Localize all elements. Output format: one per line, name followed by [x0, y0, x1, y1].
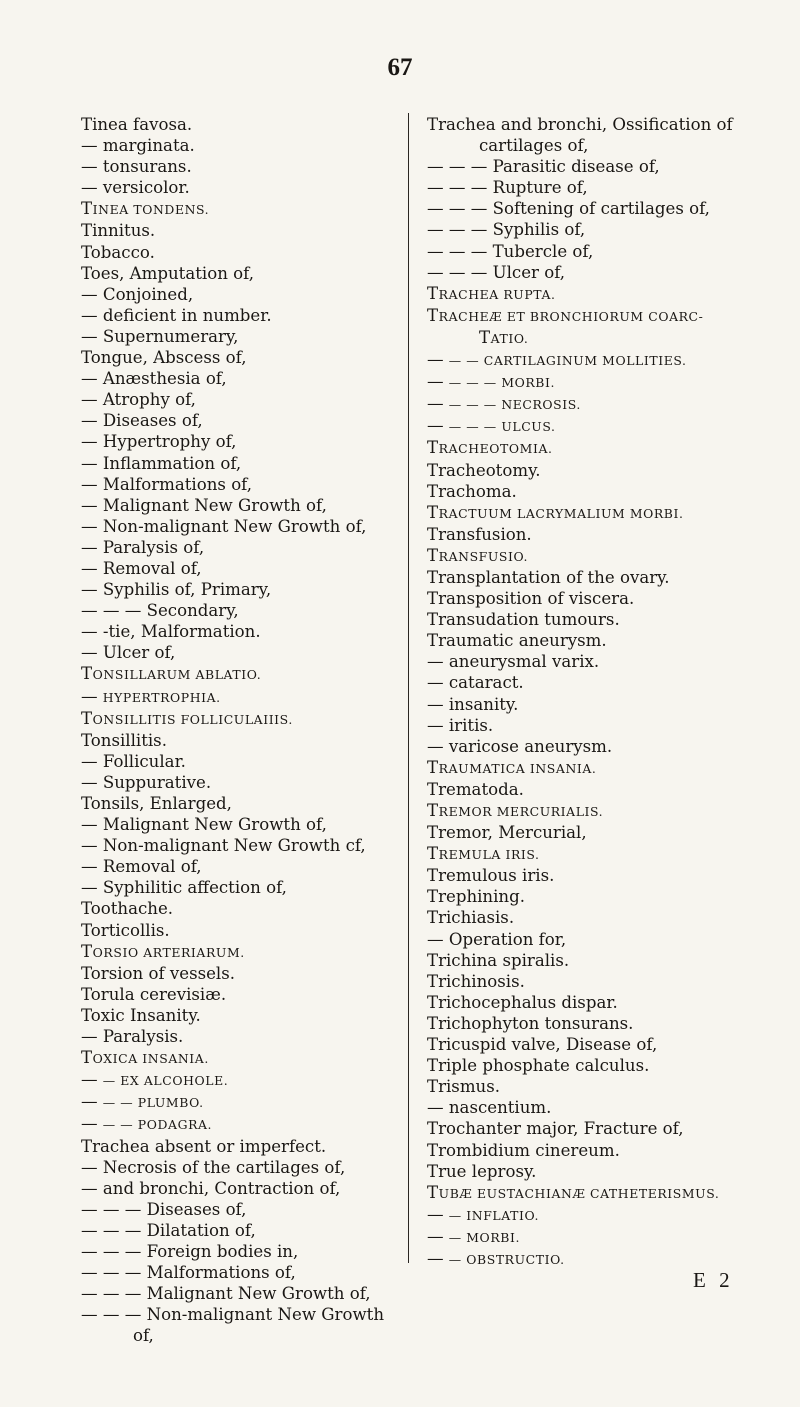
index-entry: — and bronchi, Contraction of,	[81, 1178, 341, 1198]
index-entry: Trismus.	[427, 1077, 501, 1097]
index-entry: — iritis.	[427, 715, 494, 735]
index-entry: Tobacco.	[81, 242, 155, 262]
index-entry: — Syphilis of, Primary,	[81, 580, 272, 600]
index-entry: TUBÆ EUSTACHIANÆ CATHETERISMUS.	[427, 1182, 720, 1202]
index-entry: — versicolor.	[81, 178, 190, 198]
index-column-right	[427, 114, 772, 1270]
index-entry: — insanity.	[427, 694, 519, 714]
signature-mark: E 2	[693, 1268, 734, 1292]
column-divider	[408, 113, 409, 1263]
index-entry: Trochanter major, Fracture of,	[427, 1119, 684, 1139]
index-entry: — — — Diseases of,	[81, 1199, 247, 1219]
index-entry: Trombidium cinereum.	[427, 1140, 620, 1160]
index-entry: — nascentium.	[427, 1098, 552, 1118]
index-entry: — — — CARTILAGINUM MOLLITIES.	[427, 350, 687, 370]
index-entry: Trichocephalus dispar.	[427, 992, 618, 1012]
index-entry: Triple phosphate calculus.	[427, 1056, 650, 1076]
index-entry: — varicose aneurysm.	[427, 736, 613, 756]
index-entry: — — — Ulcer of,	[427, 262, 566, 282]
index-entry: — Operation for,	[427, 929, 567, 949]
index-entry: TREMOR MERCURIALIS.	[427, 801, 604, 820]
index-entry: — Removal of,	[81, 857, 202, 877]
index-entry: — Ulcer of,	[81, 643, 176, 663]
index-entry: — — — Rupture of,	[427, 178, 588, 198]
index-entry: — HYPERTROPHIA.	[81, 686, 221, 706]
index-entry: True leprosy.	[427, 1161, 537, 1181]
index-entry: Trichiasis.	[427, 908, 515, 928]
index-entry: — — — Malignant New Growth of,	[81, 1284, 371, 1304]
index-entry: — — — PODAGRA.	[81, 1114, 213, 1134]
index-entry: Trephining.	[427, 887, 526, 907]
index-entry: Tonsils, Enlarged,	[81, 794, 232, 813]
index-entry: Toxic Insanity.	[81, 1005, 201, 1025]
index-entry: — cataract.	[427, 673, 524, 693]
index-entry: TRACHEÆ ET BRONCHIORUM COARC-	[427, 305, 704, 325]
index-entry: TREMULA IRIS.	[427, 844, 540, 864]
index-entry: — Paralysis of,	[81, 537, 205, 557]
index-entry: — — — Secondary,	[81, 601, 239, 621]
index-entry: — Necrosis of the cartilages of,	[81, 1157, 346, 1177]
index-entry: TATIO.	[479, 327, 529, 347]
index-entry: — Atrophy of,	[81, 390, 196, 410]
index-entry: Trachea and bronchi, Ossification of	[427, 115, 733, 134]
index-entry: — — — — ULCUS.	[427, 416, 556, 436]
index-entry: — — — Softening of cartilages of,	[427, 199, 710, 219]
index-column-left	[81, 114, 401, 1346]
index-entry: TONSILLARUM ABLATIO.	[81, 664, 262, 684]
index-entry: — — — Malformations of,	[81, 1263, 296, 1283]
index-entry: Transplantation of the ovary.	[427, 567, 670, 587]
index-entry: Traumatic aneurysm.	[427, 631, 607, 651]
index-entry: Toes, Amputation of,	[81, 263, 254, 283]
index-entry: — — — Tubercle of,	[427, 241, 594, 261]
index-entry: TOXICA INSANIA.	[81, 1048, 209, 1068]
index-entry: — — INFLATIO.	[427, 1204, 540, 1224]
index-entry: Tremor, Mercurial,	[427, 823, 587, 843]
index-entry: Trematoda.	[427, 779, 524, 799]
index-entry: — — — Dilatation of,	[81, 1220, 256, 1240]
index-entry: — Syphilitic affection of,	[81, 878, 287, 898]
index-entry: — tonsurans.	[81, 157, 192, 177]
index-entry: — — EX ALCOHOLE.	[81, 1070, 229, 1090]
index-entry: — Removal of,	[81, 558, 202, 578]
index-entry: Tongue, Abscess of,	[81, 348, 247, 368]
index-entry: — Non-malignant New Growth of,	[81, 516, 367, 536]
index-entry: Torsion of vessels.	[81, 963, 236, 983]
index-entry: — marginata.	[81, 136, 195, 156]
page-number: 67	[387, 54, 413, 81]
index-entry: Tonsillitis.	[81, 730, 167, 750]
index-entry: Trachea absent or imperfect.	[81, 1136, 327, 1156]
index-entry: Tinea favosa.	[81, 115, 193, 134]
index-entry: TORSIO ARTERIARUM.	[81, 941, 245, 961]
index-entry: — — — Parasitic disease of,	[427, 157, 660, 177]
index-entry: — deficient in number.	[81, 305, 272, 325]
index-entry: — — — Non-malignant New Growth	[81, 1305, 385, 1325]
index-entry: Tricuspid valve, Disease of,	[427, 1035, 658, 1055]
index-entry: — Diseases of,	[81, 411, 203, 431]
index-entry: TRACTUUM LACRYMALIUM MORBI.	[427, 502, 684, 522]
index-entry: Torticollis.	[81, 920, 170, 940]
index-entry: — — — — NECROSIS.	[427, 394, 581, 414]
index-entry: — Conjoined,	[81, 284, 194, 304]
index-entry: — Follicular.	[81, 751, 186, 771]
index-entry: — — — — MORBI.	[427, 372, 556, 392]
index-entry: Tinnitus.	[81, 221, 156, 241]
index-entry: Tracheotomy.	[427, 460, 541, 480]
index-entry: Trichinosis.	[427, 971, 525, 991]
index-entry: TRACHEOTOMIA.	[427, 438, 553, 458]
index-entry: cartilages of,	[479, 136, 589, 156]
index-entry: Transudation tumours.	[427, 610, 620, 630]
index-entry: — Malignant New Growth of,	[81, 815, 327, 835]
index-entry: — Suppurative.	[81, 772, 212, 792]
index-entry: — — — Foreign bodies in,	[81, 1241, 299, 1261]
index-entry: — Hypertrophy of,	[81, 432, 237, 452]
index-entry: — Inflammation of,	[81, 453, 242, 473]
index-entry: Torula cerevisiæ.	[81, 984, 227, 1004]
index-entry: — Paralysis.	[81, 1027, 184, 1047]
index-entry: Toothache.	[81, 899, 174, 919]
index-entry: — aneurysmal varix.	[427, 652, 600, 672]
index-entry: Tremulous iris.	[427, 866, 555, 886]
index-entry: — — OBSTRUCTIO.	[427, 1248, 565, 1268]
index-entry: of,	[133, 1326, 154, 1346]
index-entry: — — MORBI.	[427, 1226, 520, 1246]
index-entry: TONSILLITIS FOLLICULAIIIS.	[81, 708, 293, 728]
index-entry: TRACHEA RUPTA.	[427, 283, 556, 303]
index-entry: TRAUMATICA INSANIA.	[427, 757, 597, 777]
index-entry: — -tie, Malformation.	[81, 622, 261, 642]
index-entry: Trichophyton tonsurans.	[427, 1013, 634, 1033]
index-entry: — — — PLUMBO.	[81, 1092, 204, 1112]
index-entry: Transfusion.	[427, 524, 532, 544]
index-entry: TRANSFUSIO.	[427, 545, 529, 565]
index-entry: Transposition of viscera.	[427, 589, 635, 609]
index-entry: — Supernumerary,	[81, 326, 239, 346]
index-entry: — — — Syphilis of,	[427, 220, 586, 240]
index-entry: Trichina spiralis.	[427, 950, 570, 970]
index-entry: Trachoma.	[427, 481, 517, 501]
index-entry: — Non-malignant New Growth cf,	[81, 836, 366, 856]
index-entry: — Anæsthesia of,	[81, 369, 227, 389]
index-entry: — Malformations of,	[81, 474, 253, 494]
index-entry: — Malignant New Growth of,	[81, 495, 327, 515]
index-entry: TINEA TONDENS.	[81, 199, 210, 219]
